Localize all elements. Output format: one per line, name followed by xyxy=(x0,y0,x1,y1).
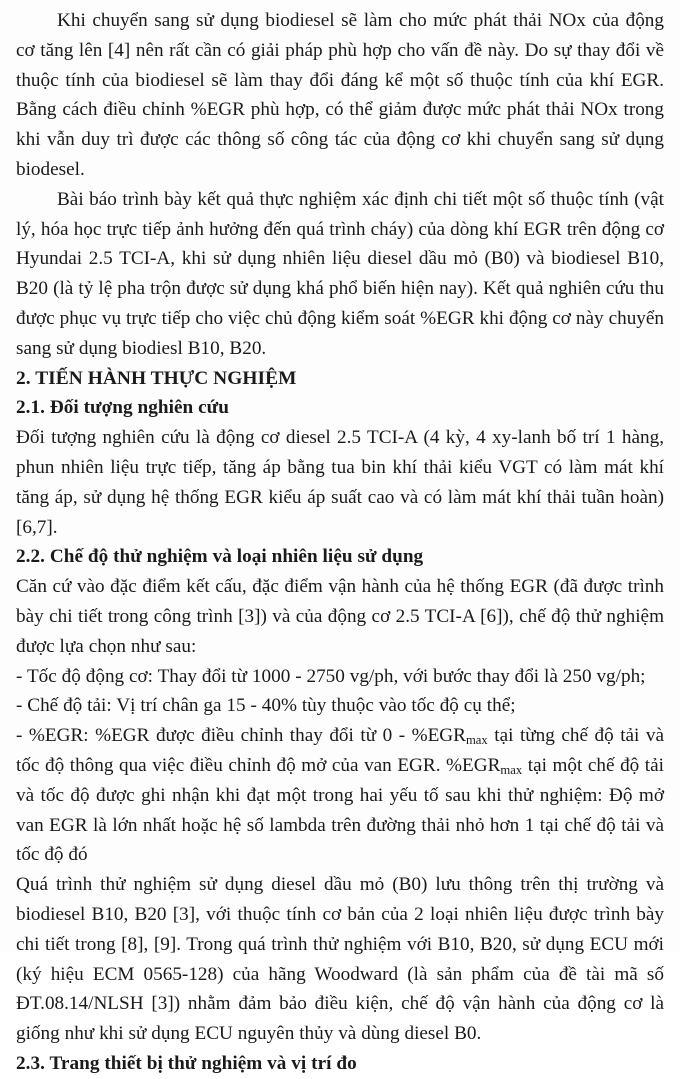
bullet-egr-text-part1: - %EGR: %EGR được điều chỉnh thay đổi từ 0 - %EGR xyxy=(16,725,466,747)
heading-section-2: 2. TIẾN HÀNH THỰC NGHIỆM xyxy=(16,367,297,389)
bullet-egr-text-part2: tại từng chế độ tải và tốc độ thông qua việc điều chỉnh độ mở của van EGR. %EGR xyxy=(16,725,664,776)
paragraph-intro-nox: Khi chuyển sang sử dụng biodiesel sẽ làm cho mức phát thải NOx của động cơ tăng lên [4] nên rất cần có giải pháp phù hợp cho vấn đề này. Do sự thay đổi về thuộc tính của biodiesel sẽ làm thay đổi đáng kể một số thuộc tính của khí EGR. Bằng cách điều chỉnh %EGR phù hợp, có thể giảm được mức phát thải NOx trong khi vẫn duy trì được các thông số công tác của động cơ khi chuyển sang sử dụng biodesel. xyxy=(16,10,664,180)
bullet-engine-speed: - Tốc độ động cơ: Thay đổi từ 1000 - 2750 vg/ph, với bước thay đổi là 250 vg/ph; xyxy=(16,665,646,687)
bullet-load-mode: - Chế độ tải: Vị trí chân ga 15 - 40% tùy thuộc vào tốc độ cụ thể; xyxy=(16,695,516,717)
heading-section-2-2: 2.2. Chế độ thử nghiệm và loại nhiên liệu sử dụng xyxy=(16,546,424,568)
heading-section-2-1: 2.1. Đối tượng nghiên cứu xyxy=(16,397,229,419)
bullet-egr-percentage xyxy=(16,721,664,870)
paragraph-scope-of-study: Bài báo trình bày kết quả thực nghiệm xác định chi tiết một số thuộc tính (vật lý, hóa học trực tiếp ảnh hưởng đến quá trình cháy) của dòng khí EGR trên động cơ Hyundai 2.5 TCI-A, khi sử dụng nhiên liệu diesel dầu mỏ (B0) và biodiesel B10, B20 (là tỷ lệ pha trộn được sử dụng khá phổ biến hiện nay). Kết quả nghiên cứu thu được phục vụ trực tiếp cho việc chủ động kiểm soát %EGR khi động cơ này chuyển sang sử dụng biodiesl B10, B20. xyxy=(16,188,664,359)
heading-section-2-3: 2.3. Trang thiết bị thử nghiệm và vị trí đo xyxy=(16,1052,357,1074)
bullet-egr-text-part3: tại một chế độ tải và tốc độ được ghi nhận khi đạt một trong hai yếu tố sau khi thử nghiệm: Độ mở van EGR là lớn nhất hoặc hệ số lambda trên đường thải nhỏ hơn 1 tại chế độ tải và tốc độ đó xyxy=(16,754,664,866)
subscript-max-first: max xyxy=(465,732,488,747)
paragraph-research-object: Đối tượng nghiên cứu là động cơ diesel 2.5 TCI-A (4 kỳ, 4 xy-lanh bố trí 1 hàng, phun nhiên liệu trực tiếp, tăng áp bằng tua bin khí thải kiểu VGT có làm mát khí tăng áp, sử dụng hệ thống EGR kiểu áp suất cao và có làm mát khí thải tuần hoàn) [6,7]. xyxy=(16,427,664,538)
paragraph-test-mode-basis: Căn cứ vào đặc điểm kết cấu, đặc điểm vận hành của hệ thống EGR (đã được trình bày chi tiết trong công trình [3]) và của động cơ 2.5 TCI-A [6]), chế độ thử nghiệm được lựa chọn như sau: xyxy=(16,576,664,657)
paragraph-fuel-and-ecu: Quá trình thử nghiệm sử dụng diesel dầu mỏ (B0) lưu thông trên thị trường và biodiesel B10, B20 [3], với thuộc tính cơ bản của 2 loại nhiên liệu được trình bày chi tiết trong [8], [9]. Trong quá trình thử nghiệm với B10, B20, sử dụng ECU mới (ký hiệu ECM 0565-128) của hãng Woodward (là sản phẩm của đề tài mã số ĐT.08.14/NLSH [3]) nhằm đảm bảo điều kiện, chế độ vận hành của động cơ là giống như khi sử dụng ECU nguyên thủy và dùng diesel B0. xyxy=(16,874,664,1045)
subscript-max-second: max xyxy=(500,762,523,777)
